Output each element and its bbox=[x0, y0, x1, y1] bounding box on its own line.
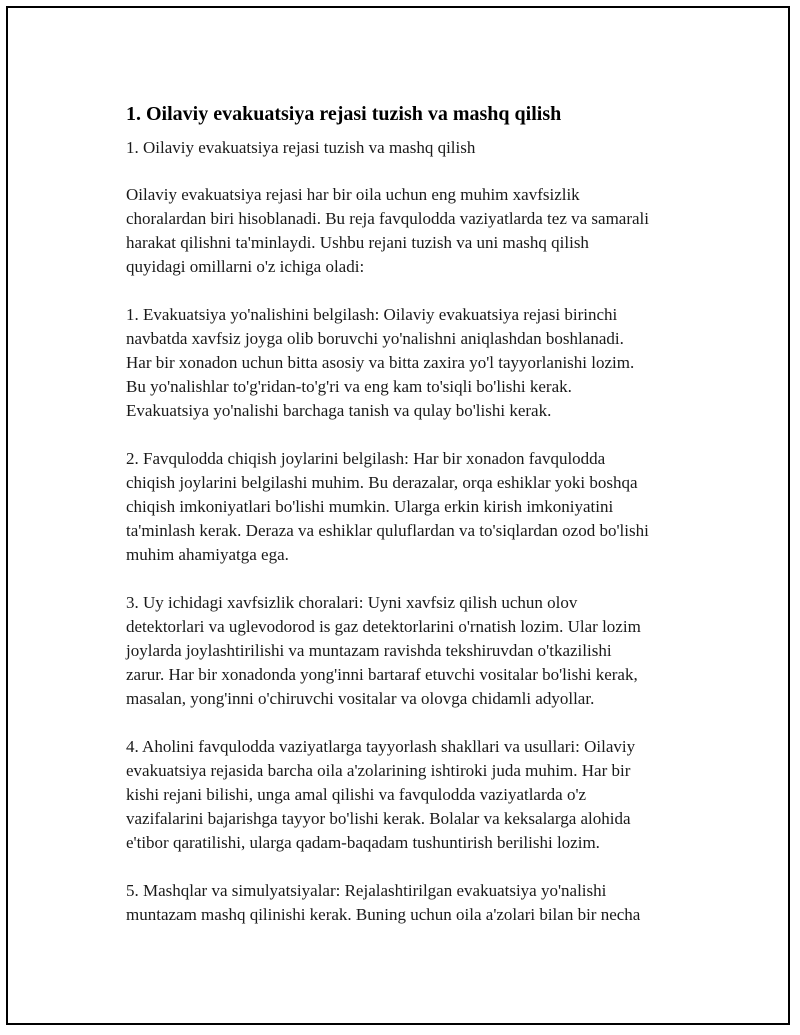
paragraph-item-2 bbox=[126, 447, 706, 567]
text-line: Evakuatsiya yo'nalishi barchaga tanish va qulay bo'lishi kerak. bbox=[126, 401, 552, 420]
text-line: chiqish imkoniyatlari bo'lishi mumkin. Ularga erkin kirish imkoniyatini bbox=[126, 497, 614, 516]
paragraph-item-3 bbox=[126, 591, 706, 711]
paragraph-item-1 bbox=[126, 303, 706, 423]
document-subheading: 1. Oilaviy evakuatsiya rejasi tuzish va mashq qilish bbox=[126, 138, 476, 157]
document-heading: 1. Oilaviy evakuatsiya rejasi tuzish va mashq qilish bbox=[126, 103, 562, 125]
text-line: chiqish joylarini belgilashi muhim. Bu derazalar, orqa eshiklar yoki boshqa bbox=[126, 473, 638, 492]
text-line: vazifalarini bajarishga tayyor bo'lishi kerak. Bolalar va keksalarga alohida bbox=[126, 809, 631, 828]
text-line: detektorlari va uglevodorod is gaz detektorlarini o'rnatish lozim. Ular lozim bbox=[126, 617, 641, 636]
text-line: 1. Evakuatsiya yo'nalishini belgilash: Oilaviy evakuatsiya rejasi birinchi bbox=[126, 305, 618, 324]
text-line: Oilaviy evakuatsiya rejasi har bir oila uchun eng muhim xavfsizlik bbox=[126, 185, 580, 204]
page-frame bbox=[6, 6, 790, 1025]
text-line: joylarda joylashtirilishi va muntazam ravishda tekshiruvdan o'tkazilishi bbox=[126, 641, 612, 660]
text-line: evakuatsiya rejasida barcha oila a'zolarining ishtiroki juda muhim. Har bir bbox=[126, 761, 631, 780]
text-line: 3. Uy ichidagi xavfsizlik choralari: Uyni xavfsiz qilish uchun olov bbox=[126, 593, 578, 612]
text-line: e'tibor qaratilishi, ularga qadam-baqadam tushuntirish berilishi lozim. bbox=[126, 833, 600, 852]
text-line: navbatda xavfsiz joyga olib boruvchi yo'nalishni aniqlashdan boshlanadi. bbox=[126, 329, 624, 348]
paragraph-intro bbox=[126, 183, 706, 279]
text-line: 2. Favqulodda chiqish joylarini belgilash: Har bir xonadon favqulodda bbox=[126, 449, 606, 468]
text-line: Bu yo'nalishlar to'g'ridan-to'g'ri va eng kam to'siqli bo'lishi kerak. bbox=[126, 377, 572, 396]
text-line: 5. Mashqlar va simulyatsiyalar: Rejalashtirilgan evakuatsiya yo'nalishi bbox=[126, 881, 607, 900]
text-line: choralardan biri hisoblanadi. Bu reja favqulodda vaziyatlarda tez va samarali bbox=[126, 209, 649, 228]
text-line: muhim ahamiyatga ega. bbox=[126, 545, 289, 564]
text-line: masalan, yong'inni o'chiruvchi vositalar va olovga chidamli adyollar. bbox=[126, 689, 595, 708]
paragraph-item-5 bbox=[126, 879, 706, 927]
text-line: muntazam mashq qilinishi kerak. Buning uchun oila a'zolari bilan bir necha bbox=[126, 905, 641, 924]
text-line: harakat qilishni ta'minlaydi. Ushbu rejani tuzish va uni mashq qilish bbox=[126, 233, 589, 252]
paragraph-item-4 bbox=[126, 735, 706, 855]
text-line: kishi rejani bilishi, unga amal qilishi va favqulodda vaziyatlarda o'z bbox=[126, 785, 587, 804]
text-line: ta'minlash kerak. Deraza va eshiklar quluflardan va to'siqlardan ozod bo'lishi bbox=[126, 521, 649, 540]
text-line: 4. Aholini favqulodda vaziyatlarga tayyorlash shakllari va usullari: Oilaviy bbox=[126, 737, 636, 756]
text-line: zarur. Har bir xonadonda yong'inni bartaraf etuvchi vositalar bo'lishi kerak, bbox=[126, 665, 638, 684]
text-line: Har bir xonadon uchun bitta asosiy va bitta zaxira yo'l tayyorlanishi lozim. bbox=[126, 353, 635, 372]
document-body bbox=[126, 100, 706, 951]
text-line: quyidagi omillarni o'z ichiga oladi: bbox=[126, 257, 365, 276]
